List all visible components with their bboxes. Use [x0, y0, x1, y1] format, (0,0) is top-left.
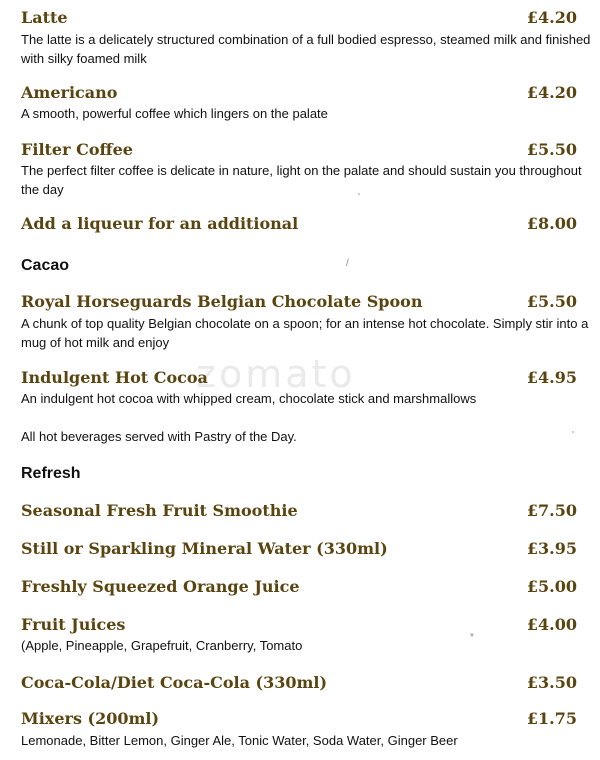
- item-price-hot-cocoa: £4.95: [526, 368, 577, 387]
- item-price-liqueur: £8.00: [526, 214, 577, 233]
- hot-beverages-note: All hot beverages served with Pastry of the Day.: [21, 429, 297, 444]
- paper-speck: ': [358, 192, 360, 203]
- item-desc-chocolate-spoon: A chunk of top quality Belgian chocolate on a spoon; for an intense hot chocolate. Simply stir into a mug of hot milk and enjoy: [21, 316, 589, 350]
- item-price-coca-cola: £3.50: [526, 673, 577, 692]
- item-name-latte: Latte: [21, 8, 68, 27]
- item-desc-fruit-juices: (Apple, Pineapple, Grapefruit, Cranberry, Tomato: [21, 638, 303, 653]
- item-price-mixers: £1.75: [526, 709, 577, 728]
- item-desc-filter-coffee: The perfect filter coffee is delicate in nature, light on the palate and should sustain you throughout the day: [21, 163, 582, 197]
- item-price-chocolate-spoon: £5.50: [526, 292, 577, 311]
- item-price-mineral-water: £3.95: [526, 539, 577, 558]
- item-name-mineral-water: Still or Sparkling Mineral Water (330ml): [21, 539, 388, 558]
- item-price-orange-juice: £5.00: [526, 577, 577, 596]
- item-desc-americano: A smooth, powerful coffee which lingers on the palate: [21, 106, 328, 121]
- paper-speck: *: [470, 632, 474, 643]
- section-heading-cacao: Cacao: [21, 257, 70, 274]
- item-desc-mixers: Lemonade, Bitter Lemon, Ginger Ale, Tonic Water, Soda Water, Ginger Beer: [21, 733, 458, 748]
- item-price-americano: £4.20: [526, 83, 577, 102]
- watermark: zomato: [196, 352, 356, 396]
- item-price-latte: £4.20: [526, 8, 577, 27]
- item-desc-hot-cocoa: An indulgent hot cocoa with whipped cream, chocolate stick and marshmallows: [21, 391, 477, 406]
- item-name-filter-coffee: Filter Coffee: [21, 140, 133, 159]
- paper-speck: /: [346, 258, 349, 269]
- item-name-mixers: Mixers (200ml): [21, 709, 160, 728]
- paper-speck: ': [572, 430, 574, 441]
- item-name-orange-juice: Freshly Squeezed Orange Juice: [21, 577, 300, 596]
- item-name-americano: Americano: [21, 83, 118, 102]
- item-name-liqueur: Add a liqueur for an additional: [21, 214, 299, 233]
- item-desc-latte: The latte is a delicately structured combination of a full bodied espresso, steamed milk and finished with silky foamed milk: [21, 32, 591, 66]
- item-price-filter-coffee: £5.50: [526, 140, 577, 159]
- item-name-smoothie: Seasonal Fresh Fruit Smoothie: [21, 501, 298, 520]
- item-name-fruit-juices: Fruit Juices: [21, 615, 126, 634]
- item-name-coca-cola: Coca-Cola/Diet Coca-Cola (330ml): [21, 673, 328, 692]
- item-name-chocolate-spoon: Royal Horseguards Belgian Chocolate Spoon: [21, 292, 423, 311]
- item-name-hot-cocoa: Indulgent Hot Cocoa: [21, 368, 208, 387]
- item-price-smoothie: £7.50: [526, 501, 577, 520]
- item-price-fruit-juices: £4.00: [526, 615, 577, 634]
- section-heading-refresh: Refresh: [21, 465, 81, 482]
